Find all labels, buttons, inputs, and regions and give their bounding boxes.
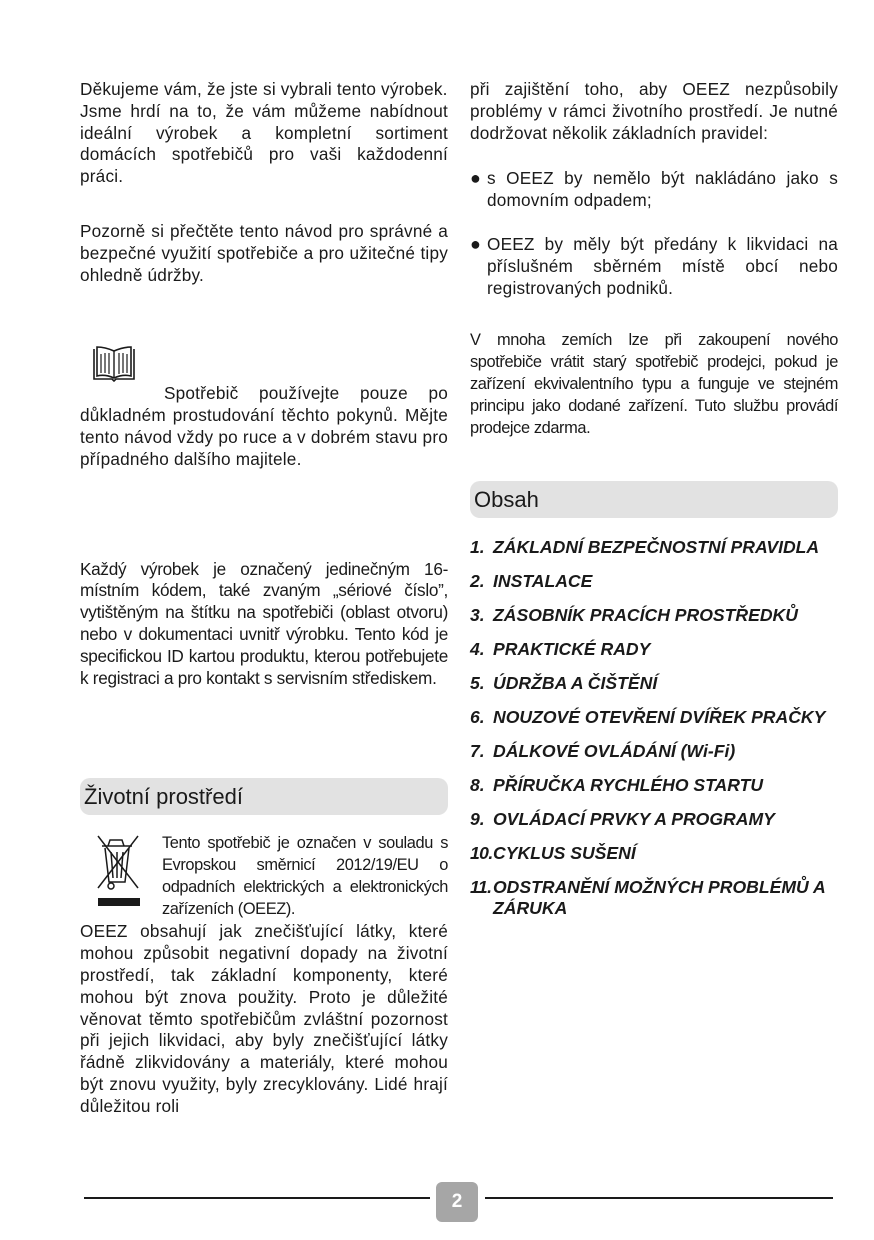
toc-item-number: 9. [470, 809, 485, 830]
toc-item-number: 1. [470, 537, 485, 558]
toc-item[interactable] [470, 809, 838, 830]
toc-item-label: PRAKTICKÉ RADY [493, 639, 651, 660]
footer-rule-left [84, 1197, 430, 1199]
toc-item[interactable] [470, 877, 838, 919]
toc-item-label: PŘÍRUČKA RYCHLÉHO STARTU [493, 775, 764, 796]
toc-item-number: 5. [470, 673, 485, 694]
weee-label-text: Tento spotřebič je označen v souladu s Evropskou směrnicí 2012/19/EU o odpadních elektrických a elektronických zařízeních (OEEZ). [162, 834, 448, 919]
manual-note-block [80, 383, 448, 470]
toc-item-label: DÁLKOVÉ OVLÁDÁNÍ (Wi-Fi) [493, 741, 736, 762]
toc-item-number: 11. [470, 877, 492, 898]
toc-item-label: CYKLUS SUŠENÍ [493, 843, 636, 864]
bullet-dot-icon: ● [470, 233, 481, 254]
toc-item-number: 2. [470, 571, 485, 592]
toc-item[interactable] [470, 775, 838, 796]
toc-item[interactable] [470, 707, 838, 728]
toc-item-label: OVLÁDACÍ PRVKY A PROGRAMY [493, 809, 775, 830]
toc-item-label: NOUZOVÉ OTEVŘENÍ DVÍŘEK PRAČKY [493, 707, 826, 728]
right-column [470, 79, 838, 932]
toc-item[interactable] [470, 741, 838, 762]
toc-item-number: 10. [470, 843, 493, 864]
toc-item-label: ZÁSOBNÍK PRACÍCH PROSTŘEDKŮ [493, 605, 798, 626]
toc-item-label: ODSTRANĚNÍ MOŽNÝCH PROBLÉMŮ A ZÁRUKA [493, 877, 825, 919]
toc-item-number: 3. [470, 605, 485, 626]
manual-note-text: Spotřebič používejte pouze po důkladném prostudování těchto pokynů. Mějte tento návod vždy po ruce a v dobrém stavu pro případného dalšího majitele. [80, 383, 448, 469]
bullet-text: OEEZ by měly být předány k likvidaci na příslušném sběrném místě obcí nebo registrovaných podniků. [487, 233, 838, 298]
toc-item-number: 8. [470, 775, 485, 796]
bullet-text: s OEEZ by nemělo být nakládáno jako s domovním odpadem; [487, 168, 838, 211]
page-number-badge [436, 1182, 478, 1222]
toc-item-number: 7. [470, 741, 485, 762]
toc-item[interactable] [470, 843, 838, 864]
table-of-contents [470, 537, 838, 919]
weee-block [80, 832, 448, 920]
environment-heading-text: Životní prostředí [84, 783, 243, 809]
toc-item[interactable] [470, 673, 838, 694]
crossed-out-bin-icon [80, 832, 162, 914]
contents-heading-text: Obsah [474, 486, 539, 512]
left-column [80, 79, 448, 1118]
open-book-icon [90, 345, 138, 385]
bullet-dot-icon: ● [470, 168, 481, 189]
toc-item-label: INSTALACE [493, 571, 593, 592]
toc-item[interactable] [470, 571, 838, 592]
environment-heading [80, 778, 448, 815]
bullet-item [470, 168, 838, 212]
footer-rule-right [485, 1197, 833, 1199]
toc-item[interactable] [470, 639, 838, 660]
toc-item[interactable] [470, 537, 838, 558]
intro-paragraph: Děkujeme vám, že jste si vybrali tento výrobek. Jsme hrdí na to, že vám můžeme nabídnout ideální výrobek a kompletní sortiment domácích spotřebičů pro vaši každodenní práci. [80, 79, 448, 187]
page-number: 2 [451, 1191, 463, 1212]
weee-continuation-paragraph: při zajištění toho, aby OEEZ nezpůsobily problémy v rámci životního prostředí. Je nutné dodržovat několik základních pravidel: [470, 79, 838, 143]
serial-number-paragraph: Každý výrobek je označený jedinečným 16-místním kódem, také zvaným „sériové číslo”, vytištěným na štítku na spotřebiči (oblast otvoru) nebo v dokumentaci uvnitř výrobku. Tento kód je specifickou ID kartou produktu, kterou potřebujete k registraci a pro kontakt s servisním střediskem. [80, 558, 448, 688]
toc-item[interactable] [470, 605, 838, 626]
toc-item-number: 6. [470, 707, 485, 728]
reading-advice-paragraph: Pozorně si přečtěte tento návod pro správné a bezpečné využití spotřebiče a pro užitečné tipy ohledně údržby. [80, 220, 448, 285]
contents-heading [470, 481, 838, 518]
toc-item-label: ÚDRŽBA A ČIŠTĚNÍ [493, 673, 658, 694]
toc-item-number: 4. [470, 639, 485, 660]
bullet-item [470, 234, 838, 299]
weee-body-paragraph: OEEZ obsahují jak znečišťující látky, které mohou způsobit negativní dopady na životní prostředí, tak základní komponenty, které mohou být znova použity. Proto je důležité věnovat těmto spotřebičům zvláštní pozornost při jejich likvidaci, aby byly znečišťující látky řádně zlikvidovány a materiály, které mohou být znovu využity, byly zrecyklovány. Lidé hrají důležitou roli [80, 921, 448, 1116]
return-policy-paragraph: V mnoha zemích lze při zakoupení nového spotřebiče vrátit starý spotřebič prodejci, pokud je zařízení ekvivalentního typu a funguje ve stejném principu jako dodané zařízení. Tuto službu provádí prodejce zdarma. [470, 331, 838, 438]
toc-item-label: ZÁKLADNÍ BEZPEČNOSTNÍ PRAVIDLA [493, 537, 820, 558]
